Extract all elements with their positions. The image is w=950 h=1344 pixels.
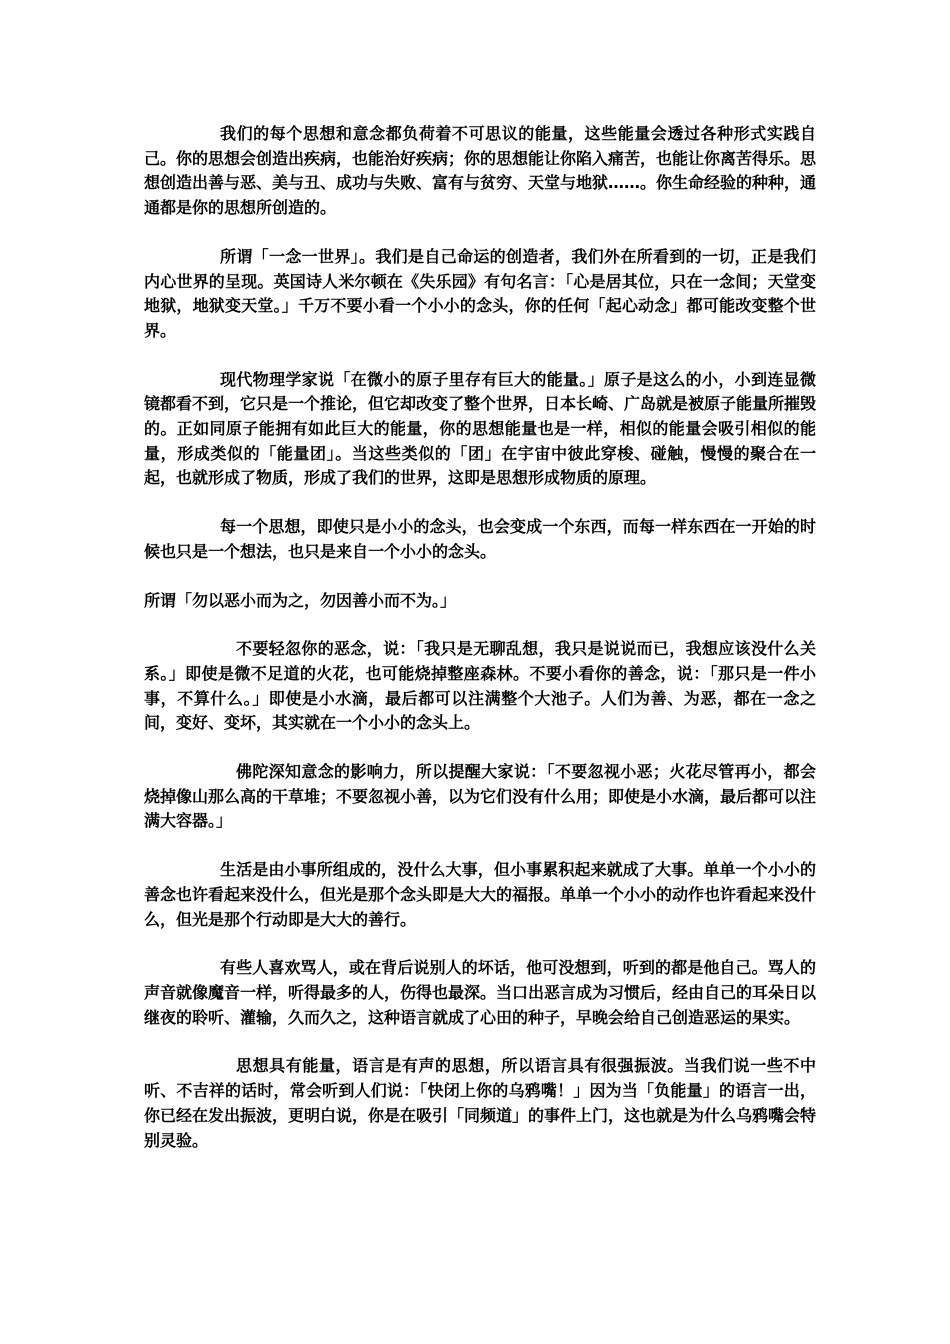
paragraph-5: 所谓「勿以恶小而为之，勿因善小而不为。」 <box>144 590 457 610</box>
paragraph-7: 佛陀深知意念的影响力，所以提醒大家说：「不要忽视小恶；火花尽管再小，都会烧掉像山那么高的干草堆；不要忽视小善，以为它们没有什么用；即使是小水滴，最后都可以注满大容器。」 <box>144 762 817 831</box>
paragraph-8: 生活是由小事所组成的，没什么大事，但小事累积起来就成了大事。单单一个小小的善念也许看起来没什么，但光是那个念头即是大大的福报。单单一个小小的动作也许看起来没什么，但光是那个行动即是大大的善行。 <box>144 860 817 929</box>
paragraph-10: 思想具有能量，语言是有声的思想，所以语言具有很强振波。当我们说一些不中听、不吉祥的话时，常会听到人们说：「快闭上你的乌鸦嘴！」因为当「负能量」的语言一出，你已经在发出振波，更明白说，你是在吸引「同频道」的事件上门，这也就是为什么乌鸦嘴会特别灵验。 <box>144 1056 817 1150</box>
document-body <box>144 122 816 1177</box>
paragraph-1: 我们的每个思想和意念都负荷着不可思议的能量，这些能量会透过各种形式实践自己。你的思想会创造出疾病，也能治好疾病；你的思想能让你陷入痛苦，也能让你离苦得乐。思想创造出善与恶、美与丑、成功与失败、富有与贫穷、天堂与地狱……。你生命经验的种种，通通都是你的思想所创造的。 <box>144 124 817 218</box>
paragraph-3: 现代物理学家说「在微小的原子里存有巨大的能量。」原子是这么的小，小到连显微镜都看不到，它只是一个推论，但它却改变了整个世界，日本长崎、广岛就是被原子能量所摧毁的。正如同原子能拥有如此巨大的能量，你的思想能量也是一样，相似的能量会吸引相似的能量，形成类似的「能量团」。当这些类似的「团」在宇宙中彼此穿梭、碰触，慢慢的聚合在一起，也就形成了物质，形成了我们的世界，这即是思想形成物质的原理。 <box>144 369 817 488</box>
paragraph-6: 不要轻忽你的恶念，说：「我只是无聊乱想，我只是说说而已，我想应该没什么关系。」即使是微不足道的火花，也可能烧掉整座森林。不要小看你的善念，说：「那只是一件小事，不算什么。」即使是小水滴，最后都可以注满整个大池子。人们为善、为恶，都在一念之间，变好、变坏，其实就在一个小小的念头上。 <box>144 639 816 733</box>
paragraph-2: 所谓「一念一世界」。我们是自己命运的创造者，我们外在所看到的一切，正是我们内心世界的呈现。英国诗人米尔顿在《失乐园》有句名言：「心是居其位，只在一念间；天堂变地狱，地狱变天堂。」千万不要小看一个小小的念头，你的任何「起心动念」都可能改变整个世界。 <box>144 246 816 340</box>
paragraph-9: 有些人喜欢骂人，或在背后说别人的坏话，他可没想到，听到的都是他自己。骂人的声音就像魔音一样，听得最多的人，伤得也最深。当口出恶言成为习惯后，经由自己的耳朵日以继夜的聆听、灌输，久而久之，这种语言就成了心田的种子，早晚会给自己创造恶运的果实。 <box>144 958 817 1027</box>
paragraph-4: 每一个思想，即使只是小小的念头，也会变成一个东西，而每一样东西在一开始的时候也只是一个想法，也只是来自一个小小的念头。 <box>144 517 816 561</box>
